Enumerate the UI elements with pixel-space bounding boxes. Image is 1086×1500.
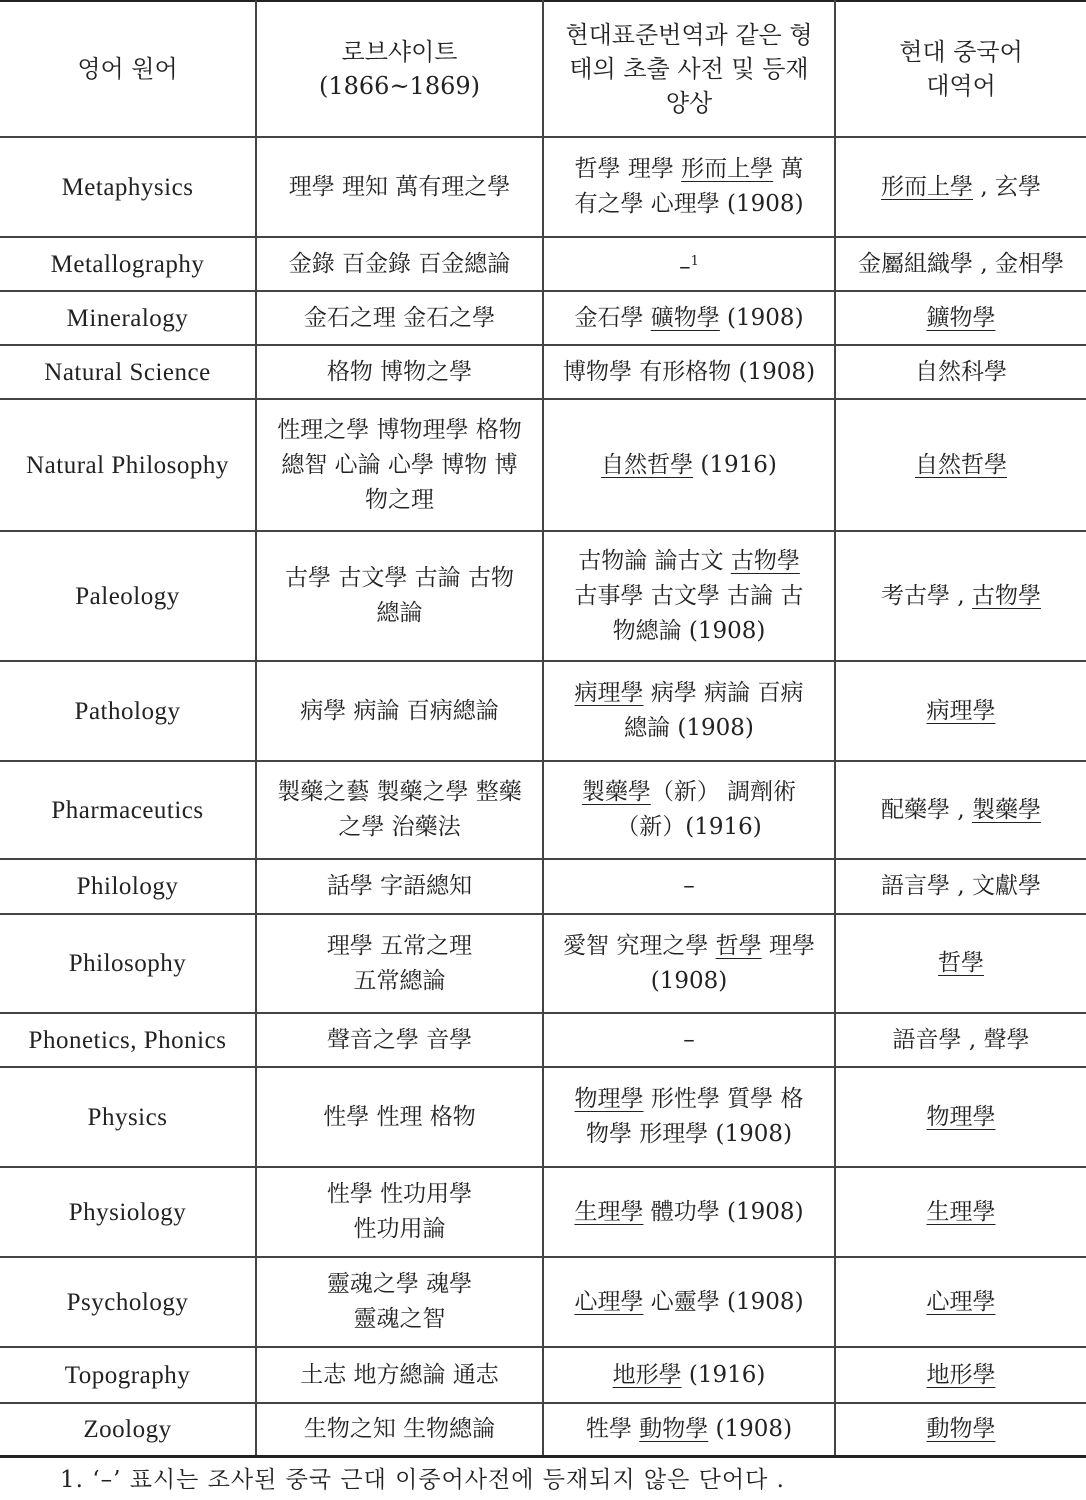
- modern-chinese-term: 語言學 , 文獻學: [835, 859, 1086, 914]
- first-appearance: 病理學 病學 病論 百病 總論 (1908): [543, 661, 835, 761]
- modern-chinese-term: 金屬組織學 , 金相學: [835, 237, 1086, 291]
- english-term: Philosophy: [0, 914, 256, 1013]
- lobscheid-terms: 土志 地方總論 通志: [256, 1347, 543, 1403]
- modern-chinese-term: 語音學 , 聲學: [835, 1013, 1086, 1067]
- table-row: [0, 661, 1086, 761]
- english-term: Mineralogy: [0, 291, 256, 345]
- modern-chinese-term: 考古學 , 古物學: [835, 531, 1086, 661]
- first-appearance: 自然哲學 (1916): [543, 399, 835, 531]
- lobscheid-terms: 話學 字語總知: [256, 859, 543, 914]
- table-row: [0, 1347, 1086, 1403]
- modern-chinese-term: 心理學: [835, 1257, 1086, 1347]
- table-row: [0, 1167, 1086, 1257]
- modern-chinese-term: 配藥學 , 製藥學: [835, 761, 1086, 859]
- modern-chinese-term: 生理學: [835, 1167, 1086, 1257]
- english-term: Metaphysics: [0, 137, 256, 237]
- table-row: [0, 399, 1086, 531]
- english-term: Pharmaceutics: [0, 761, 256, 859]
- english-term: Zoology: [0, 1403, 256, 1456]
- lobscheid-terms: 金石之理 金石之學: [256, 291, 543, 345]
- lobscheid-terms: 性學 性理 格物: [256, 1067, 543, 1167]
- first-appearance: 牲學 動物學 (1908): [543, 1403, 835, 1456]
- lobscheid-terms: 理學 五常之理 五常總論: [256, 914, 543, 1013]
- lobscheid-terms: 靈魂之學 魂學 靈魂之智: [256, 1257, 543, 1347]
- modern-chinese-term: 自然哲學: [835, 399, 1086, 531]
- first-appearance: –: [543, 1013, 835, 1067]
- table-row: [0, 914, 1086, 1013]
- english-term: Phonetics, Phonics: [0, 1013, 256, 1067]
- english-term: Topography: [0, 1347, 256, 1403]
- lobscheid-terms: 理學 理知 萬有理之學: [256, 137, 543, 237]
- modern-chinese-term: 鑛物學: [835, 291, 1086, 345]
- english-term: Physics: [0, 1067, 256, 1167]
- modern-chinese-term: 物理學: [835, 1067, 1086, 1167]
- first-appearance: 製藥學（新） 調劑術 （新）(1916): [543, 761, 835, 859]
- lobscheid-terms: 生物之知 生物總論: [256, 1403, 543, 1456]
- english-term: Pathology: [0, 661, 256, 761]
- table-row: [0, 859, 1086, 914]
- first-appearance: 愛智 究理之學 哲學 理學 (1908): [543, 914, 835, 1013]
- modern-chinese-term: 動物學: [835, 1403, 1086, 1456]
- lobscheid-terms: 病學 病論 百病總論: [256, 661, 543, 761]
- english-term: Psychology: [0, 1257, 256, 1347]
- table-row: [0, 291, 1086, 345]
- table-row: [0, 345, 1086, 399]
- lobscheid-terms: 格物 博物之學: [256, 345, 543, 399]
- modern-chinese-term: 形而上學 , 玄學: [835, 137, 1086, 237]
- first-appearance: 地形學 (1916): [543, 1347, 835, 1403]
- header-modern-chinese: 현대 중국어 대역어: [835, 1, 1086, 137]
- table-row: [0, 1067, 1086, 1167]
- first-appearance: 物理學 形性學 質學 格 物學 形理學 (1908): [543, 1067, 835, 1167]
- header-first-appearance: 현대표준번역과 같은 형 태의 초출 사전 및 등재 양상: [543, 1, 835, 137]
- english-term: Natural Philosophy: [0, 399, 256, 531]
- table-row: [0, 1013, 1086, 1067]
- header-row: [0, 1, 1086, 137]
- english-term: Natural Science: [0, 345, 256, 399]
- first-appearance: 生理學 體功學 (1908): [543, 1167, 835, 1257]
- first-appearance: –: [543, 859, 835, 914]
- table-row: [0, 1257, 1086, 1347]
- header-lobscheid: 로브샤이트 (1866~1869): [256, 1, 543, 137]
- lobscheid-terms: 性理之學 博物理學 格物 總智 心論 心學 博物 博 物之理: [256, 399, 543, 531]
- footnote-marker: 1: [690, 253, 699, 269]
- table-row: [0, 137, 1086, 237]
- lobscheid-terms: 聲音之學 音學: [256, 1013, 543, 1067]
- english-term: Philology: [0, 859, 256, 914]
- lobscheid-terms: 古學 古文學 古論 古物 總論: [256, 531, 543, 661]
- footnote: 1. ‘–’ 표시는 조사된 중국 근대 이중어사전에 등재되지 않은 단어다 .: [60, 1467, 785, 1493]
- table-row: [0, 237, 1086, 291]
- english-term: Metallography: [0, 237, 256, 291]
- lobscheid-terms: 金錄 百金錄 百金總論: [256, 237, 543, 291]
- table-row: [0, 531, 1086, 661]
- header-english-source: 영어 원어: [0, 1, 256, 137]
- first-appearance: 心理學 心靈學 (1908): [543, 1257, 835, 1347]
- table-row: [0, 1403, 1086, 1456]
- modern-chinese-term: 地形學: [835, 1347, 1086, 1403]
- first-appearance: 哲學 理學 形而上學 萬 有之學 心理學 (1908): [543, 137, 835, 237]
- first-appearance: 古物論 論古文 古物學 古事學 古文學 古論 古 物總論 (1908): [543, 531, 835, 661]
- modern-chinese-term: 病理學: [835, 661, 1086, 761]
- modern-chinese-term: 哲學: [835, 914, 1086, 1013]
- first-appearance: –$^1$: [543, 237, 835, 291]
- modern-chinese-term: 自然科學: [835, 345, 1086, 399]
- lobscheid-terms: 性學 性功用學 性功用論: [256, 1167, 543, 1257]
- first-appearance: 金石學 礦物學 (1908): [543, 291, 835, 345]
- first-appearance: 博物學 有形格物 (1908): [543, 345, 835, 399]
- table-row: [0, 761, 1086, 859]
- lobscheid-terms: 製藥之藝 製藥之學 整藥 之學 治藥法: [256, 761, 543, 859]
- english-term: Physiology: [0, 1167, 256, 1257]
- english-term: Paleology: [0, 531, 256, 661]
